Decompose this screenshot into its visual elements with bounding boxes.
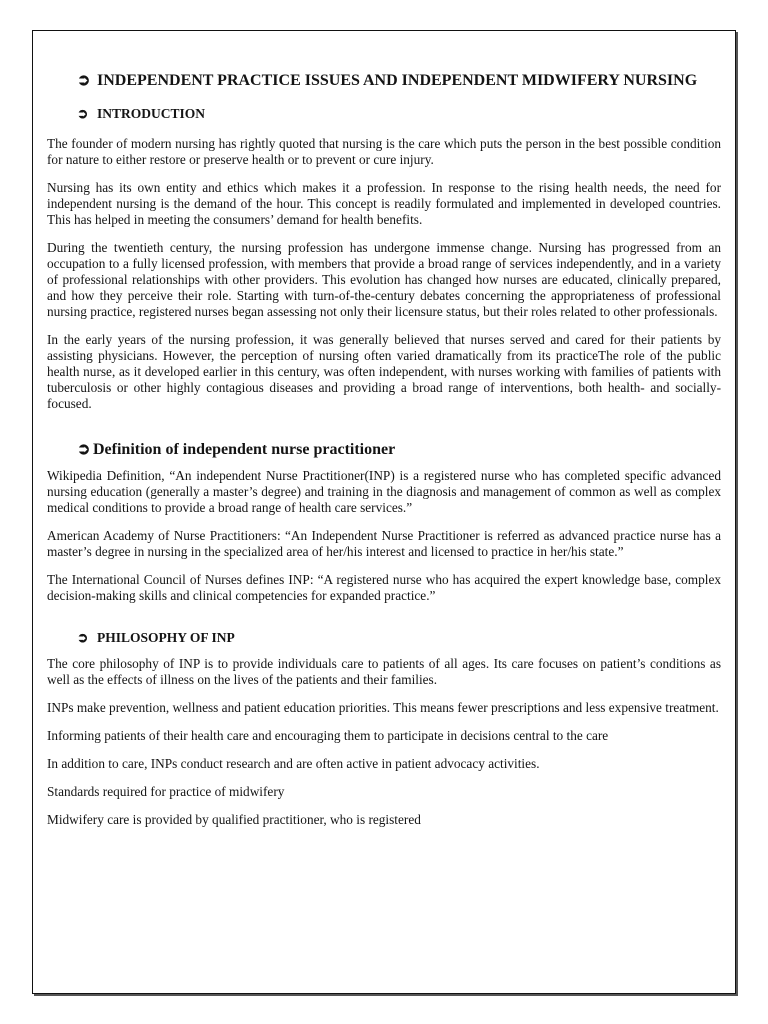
document-body	[47, 72, 721, 840]
arrow-bullet-icon: ➲	[77, 72, 91, 89]
heading-text: Definition of independent nurse practitioner	[93, 441, 396, 458]
heading-text: PHILOSOPHY OF INP	[97, 630, 235, 645]
paragraph: During the twentieth century, the nursing profession has undergone immense change. Nursing has progressed from an occupation to a fully licensed profession, with members that provide a broad range of services independently, and in a variety of professional relationships with other providers. This evolution has changed how nurses are educated, clinically prepared, and how they perceive their role. Starting with turn-of-the-century debates concerning the appropriateness of professional nursing practice, registered nurses began assessing not only their licensure status, but their roles related to other professionals.	[47, 240, 721, 319]
title-text: INDEPENDENT PRACTICE ISSUES AND INDEPENDENT MIDWIFERY NURSING	[97, 72, 698, 89]
paragraph: Nursing has its own entity and ethics which makes it a profession. In response to the rising health needs, the need for independent nursing is the demand of the hour. This concept is readily formulated and implemented in developed countries. This has helped in meeting the consumers’ demand for health benefits.	[47, 180, 721, 227]
paragraph: In the early years of the nursing profession, it was generally believed that nurses served and cared for their patients by assisting physicians. However, the perception of nursing often varied dramatically from its practiceThe role of the public health nurse, as it developed earlier in this century, was often independent, with nurses working with families of patients with tuberculosis or other highly contagious diseases and providing a broad range of interventions, both health- and socially-focused.	[47, 332, 721, 411]
paragraph: Midwifery care is provided by qualified practitioner, who is registered	[47, 812, 421, 827]
paragraph: In addition to care, INPs conduct research and are often active in patient advocacy activities.	[47, 756, 540, 771]
heading-text: INTRODUCTION	[97, 106, 206, 121]
section-heading-introduction	[77, 106, 721, 122]
paragraph: Standards required for practice of midwifery	[47, 784, 285, 799]
paragraph: American Academy of Nurse Practitioners: “An Independent Nurse Practitioner is referred as advanced practice nurse has a master’s degree in nursing in the specialized area of her/his interest and licensed to practice in her/his state.”	[47, 528, 721, 559]
paragraph: INPs make prevention, wellness and patient education priorities. This means fewer prescriptions and less expensive treatment.	[47, 700, 719, 715]
paragraph: The core philosophy of INP is to provide individuals care to patients of all ages. Its care focuses on patient’s conditions as well as the effects of illness on the lives of the patients and their families.	[47, 656, 721, 687]
paragraph: The founder of modern nursing has rightly quoted that nursing is the care which puts the person in the best possible condition for nature to either restore or preserve health or to prevent or cure injury.	[47, 136, 721, 167]
paragraph: The International Council of Nurses defines INP: “A registered nurse who has acquired the expert knowledge base, complex decision-making skills and clinical competencies for expanded practice.”	[47, 572, 721, 603]
arrow-bullet-icon: ➲	[77, 441, 91, 458]
section-heading-definition	[77, 442, 721, 458]
paragraph: Wikipedia Definition, “An independent Nurse Practitioner(INP) is a registered nurse who has completed specific advanced nursing education (generally a master’s degree) and training in the diagnosis and management of common as well as complex medical conditions to provide a broad range of health care services.”	[47, 468, 721, 515]
arrow-bullet-icon: ➲	[77, 630, 89, 645]
paragraph: Informing patients of their health care and encouraging them to participate in decisions central to the care	[47, 728, 609, 743]
section-heading-philosophy	[77, 630, 721, 646]
arrow-bullet-icon: ➲	[77, 106, 89, 121]
document-title	[77, 72, 721, 90]
